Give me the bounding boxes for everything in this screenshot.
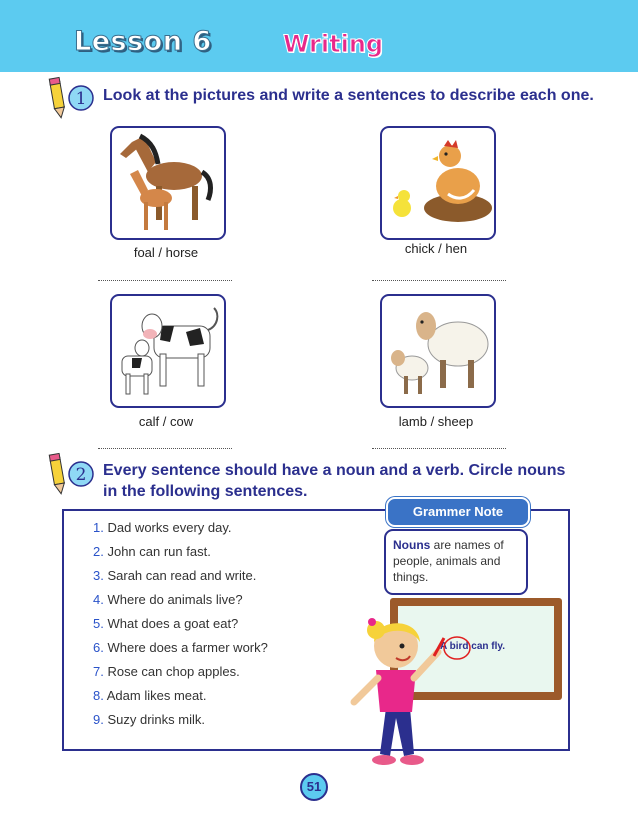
cow-calf-picture bbox=[112, 296, 224, 406]
list-item[interactable]: 4. Where do animals live? bbox=[93, 592, 243, 607]
grammar-note-box bbox=[384, 529, 528, 595]
exercise1-instruction: Look at the pictures and write a sentences to describe each one. bbox=[103, 87, 594, 104]
grammar-note-keyword: Nouns bbox=[393, 538, 431, 552]
picture-card bbox=[380, 126, 496, 240]
exercise2-instruction-line1: Every sentence should have a noun and a verb. Circle nouns bbox=[103, 462, 566, 479]
exercise2-instruction-line2: in the following sentences. bbox=[103, 483, 308, 500]
picture-caption: foal / horse bbox=[133, 245, 199, 260]
list-item[interactable]: 5. What does a goat eat? bbox=[93, 616, 239, 631]
picture-card bbox=[110, 126, 226, 240]
picture-caption: calf / cow bbox=[138, 414, 194, 429]
picture-card bbox=[380, 294, 496, 408]
sentence-list bbox=[93, 520, 268, 736]
picture-card bbox=[110, 294, 226, 408]
list-item[interactable]: 9. Suzy drinks milk. bbox=[93, 712, 205, 727]
picture-caption: lamb / sheep bbox=[398, 414, 474, 429]
hen-chick-picture bbox=[382, 128, 494, 238]
list-item[interactable]: 2. John can run fast. bbox=[93, 544, 211, 559]
girl-illustration-icon bbox=[346, 608, 446, 776]
grammar-note-text: are names of people, animals and things. bbox=[393, 538, 504, 584]
lesson-topic: Writing bbox=[283, 30, 384, 58]
answer-line[interactable] bbox=[372, 280, 506, 281]
board-example: A bird can fly. bbox=[440, 641, 506, 652]
lesson-header bbox=[0, 0, 638, 72]
list-item[interactable]: 3. Sarah can read and write. bbox=[93, 568, 257, 583]
answer-line[interactable] bbox=[98, 448, 232, 449]
list-item[interactable]: 8. Adam likes meat. bbox=[93, 688, 207, 703]
page-number: 51 bbox=[300, 773, 328, 801]
sheep-lamb-picture bbox=[382, 296, 494, 406]
grammar-note-title: Grammer Note bbox=[386, 497, 530, 527]
lesson-title: Lesson 6 bbox=[74, 26, 212, 57]
list-item[interactable]: 6. Where does a farmer work? bbox=[93, 640, 268, 655]
pencil-number-icon bbox=[44, 452, 100, 496]
exercise-number: 2 bbox=[75, 465, 87, 485]
answer-line[interactable] bbox=[372, 448, 506, 449]
exercise-number: 1 bbox=[75, 89, 87, 109]
list-item[interactable]: 7. Rose can chop apples. bbox=[93, 664, 240, 679]
answer-line[interactable] bbox=[98, 280, 232, 281]
list-item[interactable]: 1. Dad works every day. bbox=[93, 520, 232, 535]
picture-caption: chick / hen bbox=[404, 241, 468, 256]
pencil-number-icon bbox=[44, 76, 100, 120]
circle-mark-icon bbox=[442, 635, 472, 661]
horse-foal-picture bbox=[112, 128, 224, 238]
